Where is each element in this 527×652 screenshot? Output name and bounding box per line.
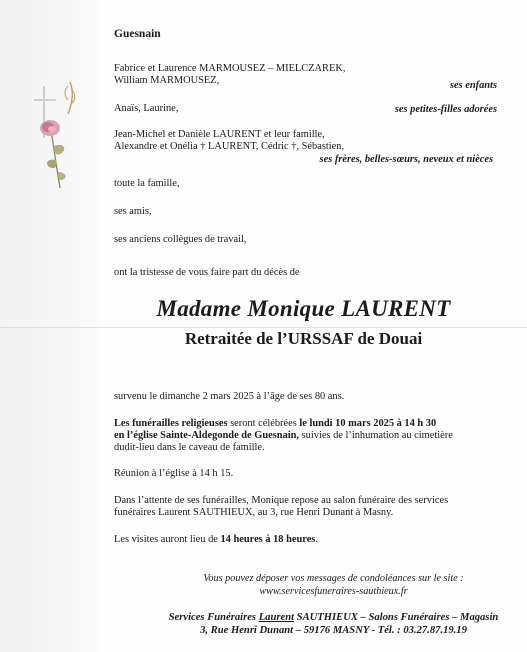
company-name-a: Services Funéraires	[168, 612, 259, 623]
children-line-1: Fabrice et Laurence MARMOUSEZ – MIELCZAREK,	[114, 63, 346, 74]
visits-text: Les visites auront lieu de	[114, 534, 221, 545]
fold-line	[0, 327, 527, 328]
funeral-label: Les funérailles religieuses	[114, 418, 228, 429]
company-line	[0, 612, 527, 624]
funeral-burial: suivies de l’inhumation au cimetière	[299, 430, 453, 441]
condolences-line	[0, 573, 527, 585]
meeting-line: Réunion à l’église à 14 h 15.	[114, 468, 234, 479]
company-text	[169, 612, 499, 623]
place-name: Guesnain	[114, 28, 161, 40]
grandchildren-line: Anaïs, Laurine,	[114, 103, 179, 114]
deceased-subtitle-text: Retraitée de l’URSSAF de Douai	[184, 329, 423, 348]
visits-end: .	[315, 534, 318, 545]
company-name-c: SAUTHIEUX – Salons Funéraires – Magasin	[294, 612, 499, 623]
siblings-line-2: Alexandre et Onélia † LAURENT, Cédric †, Sébastien,	[114, 141, 345, 152]
deceased-name-text: Madame Monique LAURENT	[156, 296, 451, 321]
siblings-role: ses frères, belles-sœurs, neveux et nièces	[319, 154, 493, 165]
announcement-line: ont la tristesse de vous faire part du décès de	[114, 267, 300, 278]
condolences-text: Vous pouvez déposer vos messages de condoléances sur le site :	[203, 573, 464, 584]
visits-line	[114, 534, 318, 546]
website-line	[0, 586, 527, 598]
friends-line: ses amis,	[114, 206, 152, 217]
funeral-line-1	[114, 418, 436, 430]
deceased-name	[0, 296, 527, 322]
address-text: 3, Rue Henri Dunant – 59176 MASNY - Tél. : 03.27.87.19.19	[200, 625, 467, 636]
funeral-date: le lundi 10 mars 2025 à 14 h 30	[299, 418, 437, 429]
rest-line-2: funéraires Laurent SAUTHIEUX, au 3, rue Henri Dunant à Masny.	[114, 507, 394, 518]
funeral-line-2	[114, 430, 453, 442]
grandchildren-role: ses petites-filles adorées	[394, 104, 497, 115]
funeral-church: en l’église Sainte-Aldegonde de Guesnain,	[114, 430, 300, 441]
children-role: ses enfants	[449, 80, 497, 91]
website-link[interactable]: www.servicesfuneraires-sauthieux.fr	[259, 586, 408, 597]
colleagues-line: ses anciens collègues de travail,	[114, 234, 247, 245]
whole-family-line: toute la famille,	[114, 178, 180, 189]
siblings-line-1: Jean-Michel et Danièle LAURENT et leur famille,	[114, 129, 325, 140]
rest-line-1: Dans l’attente de ses funérailles, Monique repose au salon funéraire des services	[114, 495, 449, 506]
funeral-line-3: dudit-lieu dans le caveau de famille.	[114, 442, 265, 453]
company-name-b: Laurent	[258, 612, 295, 623]
death-line: survenu le dimanche 2 mars 2025 à l’âge de ses 80 ans.	[114, 391, 345, 402]
visits-hours: 14 heures à 18 heures	[220, 534, 316, 545]
address-line	[0, 625, 527, 637]
children-line-2: William MARMOUSEZ,	[114, 75, 220, 86]
deceased-subtitle	[0, 329, 527, 349]
funeral-text: seront célébrées	[227, 418, 300, 429]
rose-and-cross-icon	[30, 80, 82, 192]
